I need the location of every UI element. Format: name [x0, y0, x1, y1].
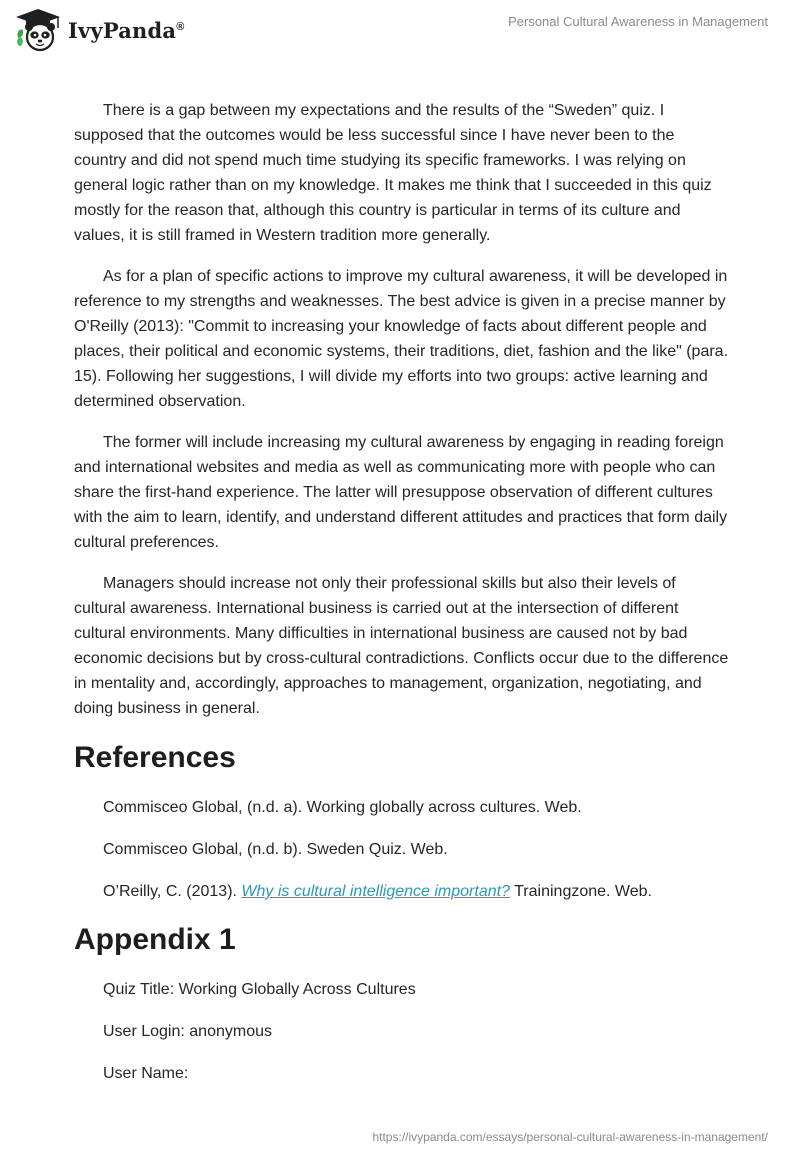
reference-prefix: O’Reilly, C. (2013).	[103, 883, 242, 900]
appendix-line-user-login: User Login: anonymous	[103, 1023, 272, 1040]
ivypanda-logo[interactable]	[14, 8, 185, 52]
reference-item-oreilly	[103, 881, 730, 903]
reference-item: Commisceo Global, (n.d. a). Working globally across cultures. Web.	[103, 799, 582, 816]
references-heading: References	[74, 741, 236, 774]
reference-link[interactable]: Why is cultural intelligence important?	[241, 883, 510, 900]
reference-item: Commisceo Global, (n.d. b). Sweden Quiz. Web.	[103, 841, 448, 858]
appendix-heading: Appendix 1	[74, 923, 236, 956]
document-running-title: Personal Cultural Awareness in Management	[508, 14, 768, 29]
document-body	[74, 98, 730, 1105]
appendix-line-quiz-title: Quiz Title: Working Globally Across Cultures	[103, 981, 416, 998]
appendix-line-user-name: User Name:	[103, 1065, 189, 1082]
panda-logo-icon	[14, 8, 62, 52]
reference-suffix: Trainingzone. Web.	[509, 883, 652, 900]
body-paragraph: There is a gap between my expectations and the results of the “Sweden” quiz. I supposed that the outcomes would be less successful since I have never been to the country and did not spend much time studying its specific frameworks. I was relying on general logic rather than on my knowledge. It makes me think that I succeeded in this quiz mostly for the reason that, although this country is particular in terms of its culture and values, it is still framed in Western tradition more generally.	[74, 102, 712, 244]
body-paragraph: Managers should increase not only their professional skills but also their levels of cultural awareness. International business is carried out at the intersection of different cultural environments. Many difficulties in international business are caused not by bad economic decisions but by cross-cultural contradictions. Conflicts occur due to the difference in mentality and, accordingly, approaches to management, organization, negotiating, and doing business in general.	[74, 575, 729, 717]
logo-text: IvyPanda®	[68, 17, 185, 43]
body-paragraph: As for a plan of specific actions to improve my cultural awareness, it will be developed in reference to my strengths and weaknesses. The best advice is given in a precise manner by O'Reilly (2013): "Commit to increasing your knowledge of facts about different people and places, their political and economic systems, their traditions, diet, fashion and the like" (para. 15). Following her suggestions, I will divide my efforts into two groups: active learning and determined observation.	[74, 268, 729, 410]
footer-source-url[interactable]: https://ivypanda.com/essays/personal-cultural-awareness-in-management/	[372, 1130, 768, 1144]
body-paragraph: The former will include increasing my cultural awareness by engaging in reading foreign and international websites and media as well as communicating more with people who can share the first-hand experience. The latter will presuppose observation of different cultures with the aim to learn, identify, and understand different attitudes and practices that form daily cultural preferences.	[74, 434, 728, 551]
page-header	[0, 0, 800, 60]
